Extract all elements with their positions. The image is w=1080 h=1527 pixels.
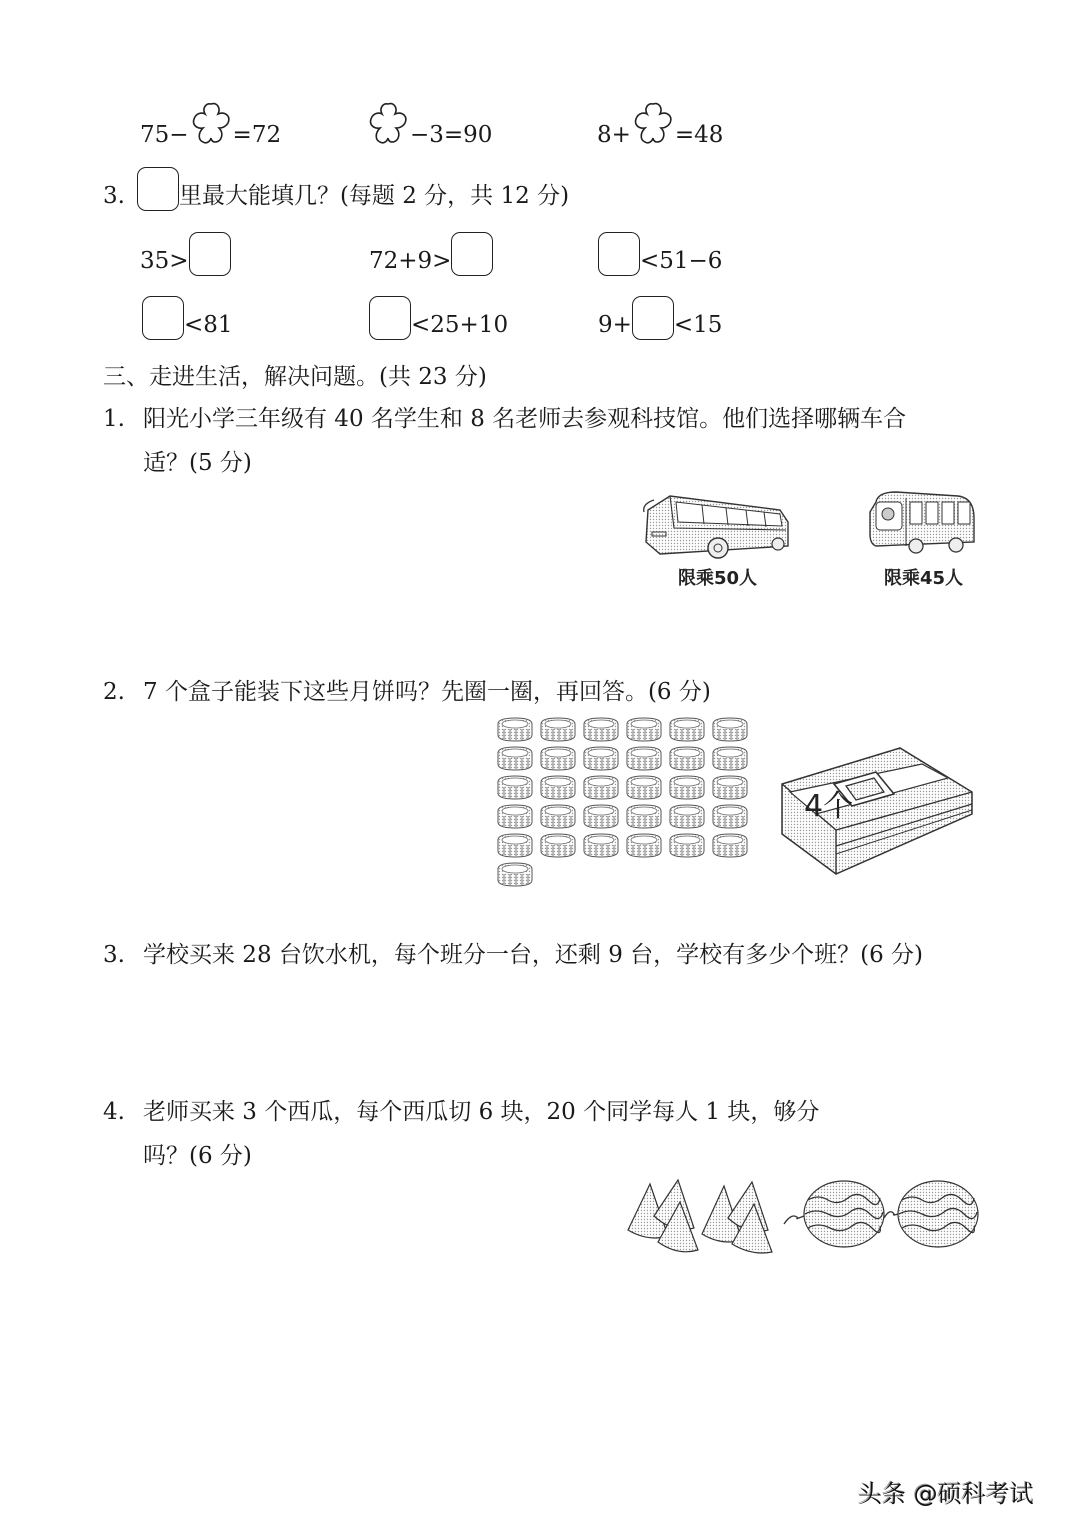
mooncake-icon xyxy=(624,832,664,859)
compare-right: <51−6 xyxy=(640,248,723,274)
mooncake-icon xyxy=(624,774,664,801)
flower-equation-3 xyxy=(597,100,723,150)
mooncake-icon xyxy=(495,861,535,888)
blank-box-icon xyxy=(137,167,179,211)
compare-item-2 xyxy=(369,232,493,276)
mooncake-icon xyxy=(667,803,707,830)
compare-right: <25+10 xyxy=(411,312,509,338)
mooncake-icon xyxy=(495,832,535,859)
problem-text-cont: 适？(5 分) xyxy=(143,450,252,476)
problem-text: 老师买来 3 个西瓜，每个西瓜切 6 块，20 个同学每人 1 块，够分 xyxy=(143,1099,820,1125)
q3-heading xyxy=(103,167,569,211)
compare-right: <15 xyxy=(673,312,723,338)
equation-left: 8+ xyxy=(597,122,631,148)
watermelon-icon xyxy=(622,1176,982,1256)
compare-item-4 xyxy=(142,296,233,340)
mooncake-icon xyxy=(538,803,578,830)
flower-blank-icon[interactable] xyxy=(631,100,675,150)
mooncake-icon xyxy=(538,774,578,801)
compare-item-6 xyxy=(598,296,722,340)
mooncake-icon xyxy=(624,716,664,743)
problem-number: 3. xyxy=(103,942,125,968)
mooncake-icon xyxy=(667,745,707,772)
answer-box[interactable] xyxy=(598,232,640,276)
problem-number: 2. xyxy=(103,679,125,705)
mooncake-icon xyxy=(667,774,707,801)
answer-box[interactable] xyxy=(189,232,231,276)
mooncake-icon xyxy=(581,774,621,801)
mooncake-box xyxy=(772,742,977,881)
mooncake-icon xyxy=(495,774,535,801)
flower-equation-2 xyxy=(366,100,492,150)
compare-item-3 xyxy=(598,232,722,276)
mooncake-icon xyxy=(538,716,578,743)
compare-item-5 xyxy=(369,296,508,340)
problem-1 xyxy=(103,404,906,478)
mooncake-icon xyxy=(495,803,535,830)
mooncake-icon xyxy=(538,832,578,859)
mooncake-icon xyxy=(710,716,750,743)
equation-left: 75− xyxy=(140,122,189,148)
answer-box[interactable] xyxy=(632,296,674,340)
equation-right: =72 xyxy=(232,122,282,148)
mooncake-icon xyxy=(624,745,664,772)
mooncake-icon xyxy=(710,774,750,801)
answer-box[interactable] xyxy=(369,296,411,340)
problem-text: 7 个盒子能装下这些月饼吗？先圈一圈，再回答。(6 分) xyxy=(143,679,711,705)
mooncake-icon xyxy=(581,745,621,772)
mooncake-icon xyxy=(667,716,707,743)
mooncake-icon xyxy=(581,832,621,859)
problem-3 xyxy=(103,940,923,970)
flower-blank-icon[interactable] xyxy=(189,100,233,150)
problem-2 xyxy=(103,677,711,707)
small-bus-icon xyxy=(866,488,976,560)
problem-text-cont: 吗？(6 分) xyxy=(143,1143,252,1169)
vehicle-capacity: 限乘50人 xyxy=(677,568,758,589)
problem-4 xyxy=(103,1097,819,1171)
equation-right: =48 xyxy=(674,122,724,148)
flower-equation-1 xyxy=(140,100,281,150)
box-label: 4个 xyxy=(804,789,854,824)
mooncake-icon xyxy=(538,745,578,772)
mooncake-icon xyxy=(581,803,621,830)
q3-title: 里最大能填几？(每题 2 分，共 12 分) xyxy=(178,183,570,209)
section-title: 三、走进生活，解决问题。(共 23 分) xyxy=(103,364,487,390)
answer-box[interactable] xyxy=(142,296,184,340)
vehicle-option-1 xyxy=(640,488,795,590)
watermelon-illustration xyxy=(622,1176,982,1260)
mooncake-icon xyxy=(495,716,535,743)
mooncake-icon xyxy=(710,745,750,772)
problem-text: 学校买来 28 台饮水机，每个班分一台，还剩 9 台，学校有多少个班？(6 分) xyxy=(143,942,924,968)
mooncake-icon xyxy=(624,803,664,830)
flower-blank-icon[interactable] xyxy=(366,100,410,150)
problem-number: 1. xyxy=(103,406,125,432)
q3-number: 3. xyxy=(103,183,125,209)
problem-number: 4. xyxy=(103,1099,125,1125)
large-bus-icon xyxy=(640,488,790,560)
mooncake-icon xyxy=(495,745,535,772)
compare-left: 9+ xyxy=(598,312,632,338)
compare-right: <81 xyxy=(184,312,233,338)
answer-box[interactable] xyxy=(451,232,493,276)
compare-left: 72+9> xyxy=(369,248,452,274)
mooncake-icon xyxy=(667,832,707,859)
vehicle-option-2 xyxy=(866,488,981,590)
mooncake-icon xyxy=(581,716,621,743)
gift-box-icon xyxy=(772,742,977,877)
vehicle-capacity: 限乘45人 xyxy=(883,568,964,589)
mooncake-icon xyxy=(710,832,750,859)
compare-left: 35> xyxy=(140,248,189,274)
mooncake-icon xyxy=(710,803,750,830)
compare-item-1 xyxy=(140,232,231,276)
equation-right: −3=90 xyxy=(410,122,493,148)
problem-text: 阳光小学三年级有 40 名学生和 8 名老师去参观科技馆。他们选择哪辆车合 xyxy=(143,406,907,432)
watermark: 头条 @硕科考试 xyxy=(858,1480,1034,1508)
